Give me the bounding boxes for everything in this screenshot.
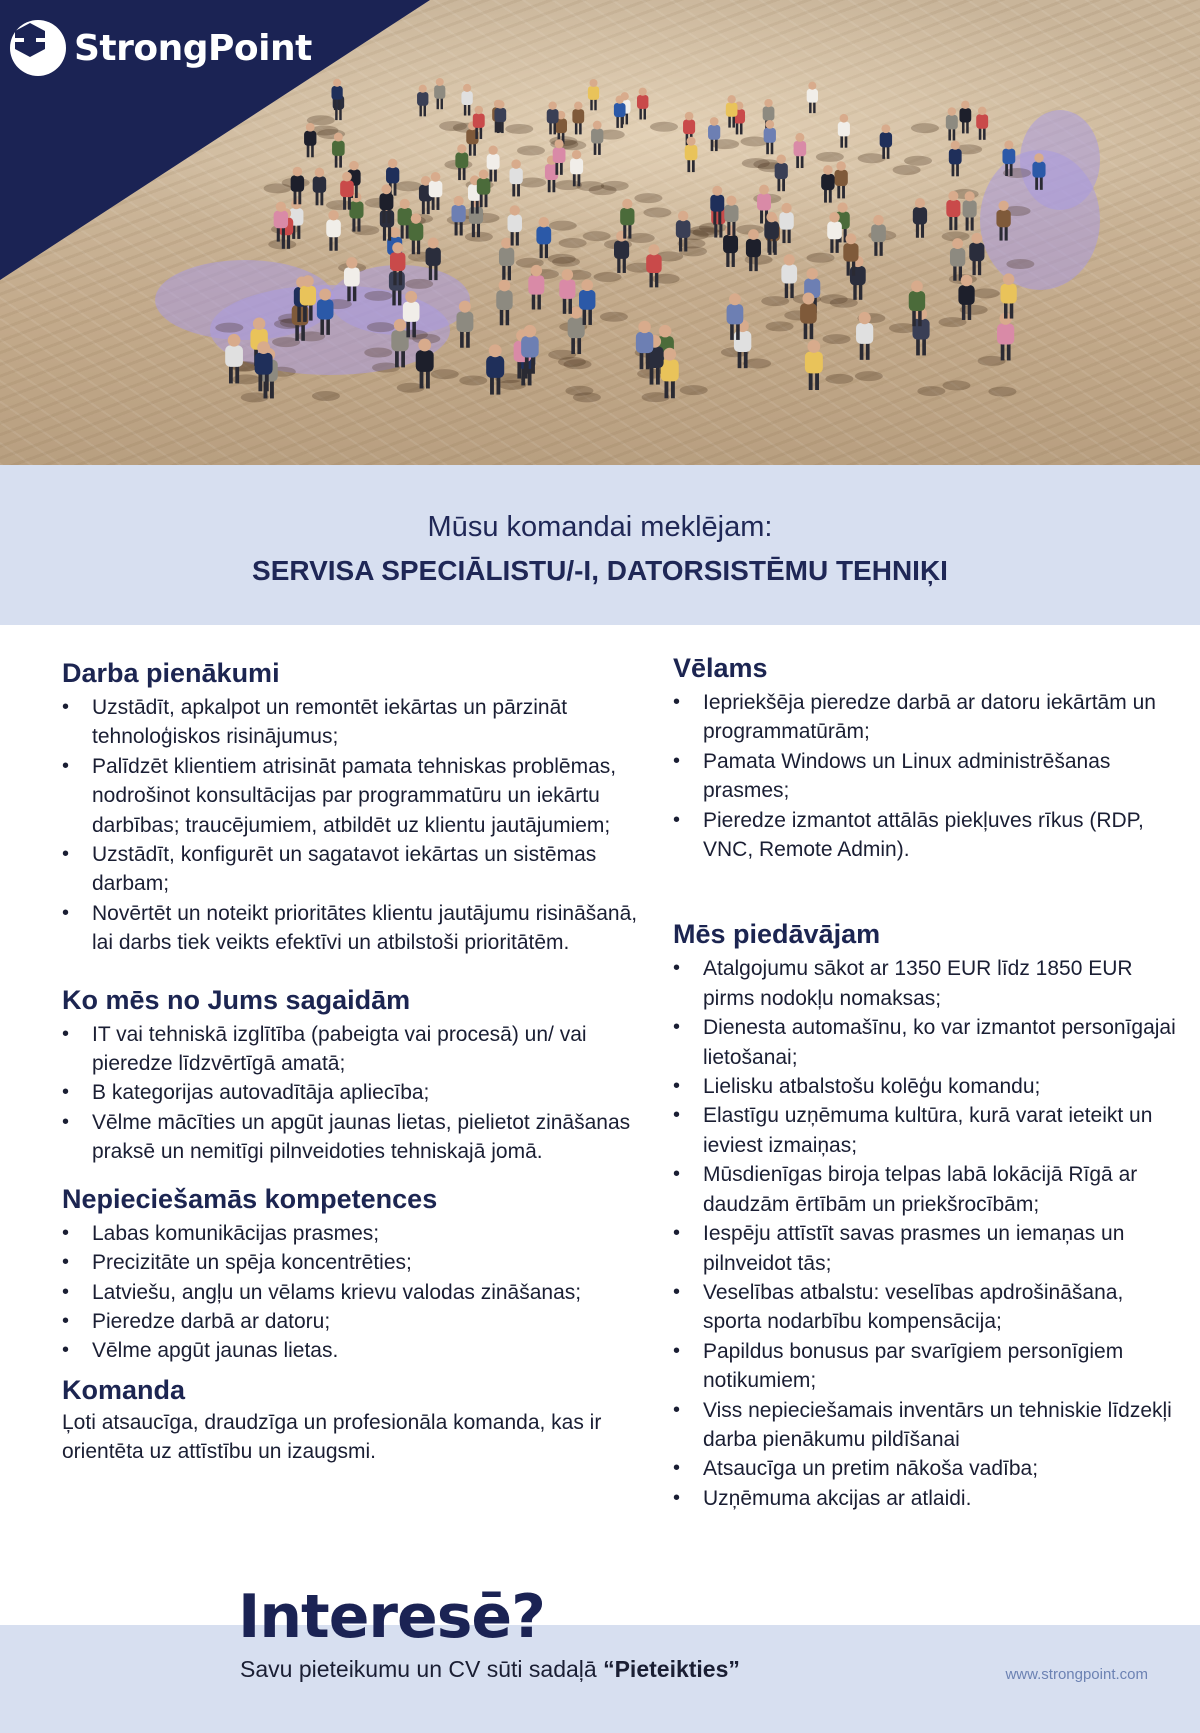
desired-title: Vēlams [673,653,768,683]
logo-text: StrongPoint [74,27,312,69]
list-item: • IT vai tehniskā izglītība (pabeigta vai procesā) un/ vai pieredze līdzvērtīgā amatā; [62,1020,662,1079]
list-item: • Iespēju attīstīt savas prasmes un iemaņas un pilnveidot tās; [673,1219,1178,1278]
apply-text: Savu pieteikumu un CV sūti sadaļā [240,1656,604,1682]
list-item: • Precizitāte un spēja koncentrēties; [62,1248,662,1277]
list-item: • B kategorijas autovadītāja apliecība; [62,1078,662,1107]
title-band [0,465,1200,625]
list-item: • Atalgojumu sākot ar 1350 EUR līdz 1850 EUR pirms nodokļu nomaksas; [673,954,1178,1013]
company-logo[interactable] [10,20,312,76]
left-column [62,655,662,1467]
cta-headline: Interesē? [238,1582,545,1652]
list-item: • Labas komunikācijas prasmes; [62,1219,662,1248]
right-column [673,650,1178,1513]
list-item: • Novērtēt un noteikt prioritātes klientu jautājumu risināšanā, lai darbs tiek veikts efektīvi un atbilstoši prioritātēm. [62,899,662,958]
list-item: • Pamata Windows un Linux administrēšanas prasmes; [673,747,1178,806]
list-item: • Veselības atbalstu: veselības apdrošināšana, sporta nodarbību kompensācija; [673,1278,1178,1337]
hero-photo [0,0,1200,465]
duties-title: Darba pienākumi [62,658,280,688]
list-item: • Uzstādīt, apkalpot un remontēt iekārtas un pārzināt tehnoloģiskos risinājumus; [62,693,662,752]
expectations-list [62,1020,662,1167]
list-item: • Lielisku atbalstošu kolēģu komandu; [673,1072,1178,1101]
website-link[interactable]: www.strongpoint.com [1005,1666,1148,1683]
intro-heading: Mūsu komandai meklējam: [427,511,773,543]
desired-list [673,688,1178,864]
list-item: • Uzņēmuma akcijas ar atlaidi. [673,1484,1178,1513]
list-item: • Vēlme mācīties un apgūt jaunas lietas, pielietot zināšanas praksē un nemitīgi pilnveidoties tehniskajā jomā. [62,1108,662,1167]
list-item: • Palīdzēt klientiem atrisināt pamata tehniskas problēmas, nodrošinot konsultācijas par programmatūru un iekārtu darbības; traucējumiem, atbildēt uz klientu jautājumiem; [62,752,662,840]
job-title: SERVISA SPECIĀLISTU/-I, DATORSISTĒMU TEHNIĶI [252,555,948,586]
competences-list [62,1219,662,1366]
team-title: Komanda [62,1374,186,1405]
offer-title: Mēs piedāvājam [673,919,881,950]
apply-link[interactable]: “Pieteikties” [603,1656,740,1682]
list-item: • Pieredze darbā ar datoru; [62,1307,662,1336]
offer-list [673,954,1178,1513]
team-description: Ļoti atsaucīga, draudzīga un profesionāla komanda, kas ir orientēta uz attīstību un izaugsmi. [62,1410,602,1464]
list-item: • Dienesta automašīnu, ko var izmantot personīgajai lietošanai; [673,1013,1178,1072]
apply-instructions [240,1656,740,1683]
duties-list [62,693,662,958]
list-item: • Atsaucīga un pretim nākoša vadība; [673,1454,1178,1483]
list-item: • Iepriekšēja pieredze darbā ar datoru iekārtām un programmatūrām; [673,688,1178,747]
list-item: • Viss nepieciešamais inventārs un tehniskie līdzekļi darba pienākumu pildīšanai [673,1396,1178,1455]
list-item: • Papildus bonusus par svarīgiem personīgiem notikumiem; [673,1337,1178,1396]
list-item: • Uzstādīt, konfigurēt un sagatavot iekārtas un sistēmas darbam; [62,840,662,899]
list-item: • Vēlme apgūt jaunas lietas. [62,1336,662,1365]
list-item: • Latviešu, angļu un vēlams krievu valodas zināšanas; [62,1278,662,1307]
list-item: • Elastīgu uzņēmuma kultūra, kurā varat ieteikt un ieviest izmaiņas; [673,1101,1178,1160]
expectations-title: Ko mēs no Jums sagaidām [62,984,411,1015]
strongpoint-logo-icon [10,20,66,76]
list-item: • Mūsdienīgas biroja telpas labā lokācijā Rīgā ar daudzām ērtībām un priekšrocībām; [673,1160,1178,1219]
competences-title: Nepieciešamās kompetences [62,1183,438,1214]
list-item: • Pieredze izmantot attālās piekļuves rīkus (RDP, VNC, Remote Admin). [673,806,1178,865]
